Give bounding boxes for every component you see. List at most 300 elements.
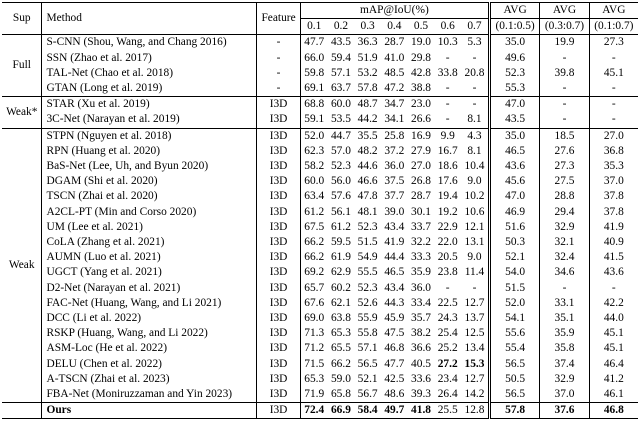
ours-row [2, 403, 638, 419]
map-value: 49.7 [381, 403, 408, 419]
table-row [2, 205, 638, 220]
avg-value: 28.8 [540, 189, 589, 204]
avg-header-2: AVG [540, 3, 589, 19]
method-name: FAC-Net (Huang, Wang, and Li 2021) [42, 296, 257, 311]
map-value: 52.3 [330, 160, 351, 173]
avg-value: - [589, 97, 638, 113]
avg-value: 46.8 [589, 403, 638, 419]
avg-header-3: AVG [589, 3, 638, 19]
avg-value: 41.9 [589, 220, 638, 235]
supervision-label: Weak* [2, 97, 42, 128]
iou-threshold: 0.2 [328, 19, 355, 35]
avg-value: 35.0 [489, 128, 539, 144]
map-value: 55.9 [357, 312, 378, 325]
method-name: RPN (Huang et al. 2020) [42, 144, 257, 159]
map-value: 42.8 [411, 66, 431, 79]
avg-value: 32.9 [540, 372, 589, 387]
map-value: 61.2 [304, 205, 325, 218]
map-value: 20.5 [437, 251, 458, 264]
map-value: 25.4 [437, 327, 458, 340]
avg-value: 43.6 [489, 159, 539, 174]
map-value: - [445, 51, 450, 64]
map-value: 51.5 [357, 236, 378, 249]
map-value: - [472, 82, 477, 95]
avg-value: 44.0 [589, 311, 638, 326]
avg-value: - [540, 81, 589, 97]
map-value: 59.5 [330, 236, 351, 249]
map-value: 46.6 [357, 175, 378, 188]
avg-value: 37.4 [540, 357, 589, 372]
map-value: - [472, 51, 477, 64]
map-value: 65.5 [330, 342, 351, 355]
map-value: - [461, 97, 489, 113]
map-value: 27.2 [437, 357, 458, 370]
map-value: 23.4 [437, 372, 458, 385]
method-name: ASM-Loc (He et al. 2022) [42, 341, 257, 356]
iou-threshold: 0.5 [408, 19, 435, 35]
map-value: 13.7 [464, 312, 485, 325]
avg-value: 32.4 [540, 250, 589, 265]
avg-value: 45.1 [589, 66, 638, 81]
method-name: BaS-Net (Lee, Uh, and Byun 2020) [42, 159, 257, 174]
method-name: D2-Net (Narayan et al. 2021) [42, 281, 257, 296]
sup-header: Sup [2, 3, 42, 35]
map-value: 65.3 [304, 372, 325, 385]
map-value: 56.7 [357, 388, 378, 401]
map-value: 26.4 [437, 388, 458, 401]
map-value: 52.3 [357, 281, 378, 294]
avg-value: 56.5 [489, 387, 539, 403]
avg-value: - [540, 97, 589, 113]
map-value: 71.3 [304, 327, 325, 340]
avg-value: 46.1 [589, 387, 638, 403]
map-value: 44.6 [357, 160, 378, 173]
map-value: 8.1 [467, 113, 482, 126]
map-value: 28.7 [381, 35, 408, 51]
map-value: 42.5 [384, 372, 405, 385]
feature-cell: I3D [257, 174, 301, 189]
feature-cell: I3D [257, 144, 301, 159]
map-value: 66.0 [304, 51, 325, 64]
method-name: AUMN (Luo et al. 2021) [42, 250, 257, 265]
map-value: 34.7 [381, 97, 408, 113]
map-value: 29.8 [411, 51, 431, 64]
feature-cell: - [257, 81, 301, 97]
map-value: 12.5 [464, 327, 485, 340]
map-value: 10.3 [434, 35, 461, 51]
avg-value: 49.6 [489, 51, 539, 66]
map-value: 66.2 [304, 251, 325, 264]
table-row [2, 112, 638, 128]
avg-value: 35.0 [489, 35, 539, 51]
method-name: Ours [42, 403, 257, 419]
map-value: 27.0 [411, 160, 431, 173]
supervision-label: Full [2, 35, 42, 97]
supervision-label: Weak [2, 128, 42, 403]
avg-value: 56.5 [489, 357, 539, 372]
avg-value: 54.0 [489, 265, 539, 280]
feature-cell: I3D [257, 189, 301, 204]
map-value: 48.5 [384, 66, 405, 79]
avg-value: 43.5 [489, 112, 539, 128]
map-value: 63.7 [330, 82, 351, 95]
table-row [2, 372, 638, 387]
avg-value: 52.1 [489, 250, 539, 265]
map-value: 60.2 [330, 281, 351, 294]
map-value: 41.8 [408, 403, 435, 419]
results-body [2, 35, 638, 419]
map-value: 69.1 [304, 82, 325, 95]
feature-cell: I3D [257, 97, 301, 113]
avg-value: 37.8 [589, 205, 638, 220]
map-value: 47.7 [384, 357, 405, 370]
map-value: 65.7 [304, 281, 325, 294]
table-row [2, 81, 638, 97]
avg-value: 35.8 [540, 341, 589, 356]
map-value: 57.1 [330, 66, 351, 79]
avg-value: 40.9 [589, 235, 638, 250]
map-value: 26.6 [411, 113, 431, 126]
map-value: 44.7 [328, 128, 355, 144]
map-value: 10.2 [464, 190, 485, 203]
map-value: 61.9 [330, 251, 351, 264]
table-row [2, 97, 638, 113]
map-value: 71.5 [304, 357, 325, 370]
avg-range-1: (0.1:0.5) [489, 19, 539, 35]
map-value: 35.7 [411, 312, 431, 325]
map-value: 30.1 [411, 205, 431, 218]
map-value: 66.2 [330, 357, 351, 370]
map-value: 71.9 [304, 388, 325, 401]
map-value: 5.3 [461, 35, 489, 51]
map-value: 57.1 [357, 342, 378, 355]
map-value: 26.8 [411, 175, 431, 188]
map-value: 10.4 [464, 160, 485, 173]
map-value: 43.4 [384, 220, 405, 233]
map-value: 9.0 [467, 175, 482, 188]
map-value: 36.6 [411, 342, 431, 355]
map-value: 27.9 [411, 144, 431, 157]
map-value: 59.1 [304, 113, 325, 126]
table-row [2, 265, 638, 280]
method-header: Method [42, 3, 257, 35]
map-value: 58.4 [354, 403, 381, 419]
supervision-empty [2, 403, 42, 419]
map-value: 12.8 [461, 403, 489, 419]
map-value: 28.7 [411, 190, 431, 203]
map-value: 18.6 [437, 160, 458, 173]
avg-value: 43.6 [589, 265, 638, 280]
avg-value: 27.5 [540, 174, 589, 189]
map-value: 63.8 [330, 312, 351, 325]
map-value: 25.5 [434, 403, 461, 419]
avg-value: 47.0 [489, 189, 539, 204]
avg-value: 51.6 [489, 220, 539, 235]
map-value: 22.9 [437, 220, 458, 233]
map-value: 67.6 [304, 296, 325, 309]
map-value: 55.5 [357, 266, 378, 279]
map-value: 36.0 [411, 281, 431, 294]
avg-value: 41.5 [589, 250, 638, 265]
map-value: 22.0 [437, 236, 458, 249]
map-value: 48.7 [354, 97, 381, 113]
map-value: 39.0 [384, 205, 405, 218]
map-value: 33.7 [411, 220, 431, 233]
method-name: CoLA (Zhang et al. 2021) [42, 235, 257, 250]
map-value: 52.1 [357, 372, 378, 385]
avg-value: 35.3 [589, 159, 638, 174]
avg-value: 42.2 [589, 296, 638, 311]
map-value: 48.1 [357, 205, 378, 218]
avg-value: 37.6 [540, 403, 589, 419]
map-value: 59.0 [330, 372, 351, 385]
method-name: 3C-Net (Narayan et al. 2019) [42, 112, 257, 128]
feature-cell: I3D [257, 326, 301, 341]
map-value: 53.2 [357, 66, 378, 79]
avg-value: 45.6 [489, 174, 539, 189]
map-value: 62.9 [330, 266, 351, 279]
map-value: 19.2 [437, 205, 458, 218]
table-row [2, 311, 638, 326]
map-value: 57.0 [330, 144, 351, 157]
map-value: 41.9 [384, 236, 405, 249]
avg-value: 50.3 [489, 235, 539, 250]
method-name: RSKP (Huang, Wang, and Li 2022) [42, 326, 257, 341]
avg-value: 19.9 [540, 35, 589, 51]
map-value: 10.6 [464, 205, 485, 218]
map-value: 72.4 [300, 403, 327, 419]
map-value: 47.5 [384, 327, 405, 340]
map-value: 37.7 [384, 190, 405, 203]
map-value: 16.7 [437, 144, 458, 157]
map-value: 9.0 [467, 251, 482, 264]
avg-value: 52.3 [489, 66, 539, 81]
method-name: TSCN (Zhai et al. 2020) [42, 189, 257, 204]
feature-cell: I3D [257, 357, 301, 372]
avg-value: 57.8 [489, 403, 539, 419]
map-value: 33.4 [411, 296, 431, 309]
avg-range-3: (0.1:0.7) [589, 19, 638, 35]
map-value: 12.7 [464, 372, 485, 385]
map-value: 56.1 [330, 205, 351, 218]
map-value: 69.2 [304, 266, 325, 279]
avg-range-2: (0.3:0.7) [540, 19, 589, 35]
map-value: 46.8 [384, 342, 405, 355]
table-row [2, 35, 638, 51]
iou-threshold: 0.1 [300, 19, 327, 35]
avg-value: 36.8 [589, 144, 638, 159]
map-value: 15.3 [464, 357, 485, 370]
method-name: DGAM (Shi et al. 2020) [42, 174, 257, 189]
method-name: S-CNN (Shou, Wang, and Chang 2016) [42, 35, 257, 51]
avg-value: - [589, 112, 638, 128]
avg-value: - [540, 281, 589, 296]
map-value: 60.0 [304, 175, 325, 188]
feature-cell: I3D [257, 220, 301, 235]
avg-value: 41.2 [589, 372, 638, 387]
iou-threshold: 0.4 [381, 19, 408, 35]
avg-value: 46.5 [489, 144, 539, 159]
table-row [2, 250, 638, 265]
avg-value: 18.5 [540, 128, 589, 144]
map-value: 44.2 [357, 113, 378, 126]
map-value: 46.5 [384, 266, 405, 279]
table-row [2, 357, 638, 372]
map-value: 41.0 [384, 51, 405, 64]
avg-value: 27.3 [540, 159, 589, 174]
table-row [2, 341, 638, 356]
method-name: FBA-Net (Moniruzzaman and Yin 2023) [42, 387, 257, 403]
avg-value: 37.8 [589, 189, 638, 204]
map-value: 47.8 [357, 190, 378, 203]
map-value: 35.5 [354, 128, 381, 144]
map-value: 38.2 [411, 327, 431, 340]
avg-value: - [540, 51, 589, 66]
avg-header-1: AVG [489, 3, 539, 19]
method-name: STAR (Xu et al. 2019) [42, 97, 257, 113]
map-value: 59.4 [330, 51, 351, 64]
table-row [2, 281, 638, 296]
avg-value: 27.6 [540, 144, 589, 159]
map-value: 63.4 [304, 190, 325, 203]
map-value: - [445, 113, 450, 126]
map-value: 54.9 [357, 251, 378, 264]
map-value: 35.9 [411, 266, 431, 279]
avg-value: 35.1 [540, 311, 589, 326]
method-name: DCC (Li et al. 2022) [42, 311, 257, 326]
method-name: UM (Lee et al. 2021) [42, 220, 257, 235]
map-value: 55.8 [357, 327, 378, 340]
map-value: 65.8 [330, 388, 351, 401]
map-value: 47.2 [384, 82, 405, 95]
avg-value: 46.4 [589, 357, 638, 372]
avg-value: - [589, 81, 638, 97]
avg-value: - [589, 51, 638, 66]
map-value: 56.5 [357, 357, 378, 370]
avg-value: 46.9 [489, 205, 539, 220]
map-value: 53.5 [330, 113, 351, 126]
iou-threshold: 0.3 [354, 19, 381, 35]
map-value: 65.3 [330, 327, 351, 340]
map-value: 69.0 [304, 312, 325, 325]
table-row [2, 159, 638, 174]
avg-value: 35.9 [540, 326, 589, 341]
method-name: GTAN (Long et al. 2019) [42, 81, 257, 97]
map-value: 38.8 [411, 82, 431, 95]
map-value: 33.8 [437, 66, 458, 79]
feature-cell: I3D [257, 281, 301, 296]
table-row [2, 51, 638, 66]
map-value: 68.8 [300, 97, 327, 113]
map-value: 9.9 [434, 128, 461, 144]
map-value: 22.5 [437, 296, 458, 309]
map-value: 62.1 [330, 296, 351, 309]
map-value: 17.6 [437, 175, 458, 188]
avg-value: 50.5 [489, 372, 539, 387]
map-value: 4.3 [461, 128, 489, 144]
map-value: 61.2 [330, 220, 351, 233]
map-value: - [445, 281, 450, 294]
feature-cell: I3D [257, 265, 301, 280]
avg-value: 54.1 [489, 311, 539, 326]
iou-threshold: 0.6 [434, 19, 461, 35]
avg-value: 52.0 [489, 296, 539, 311]
map-value: 60.0 [328, 97, 355, 113]
feature-cell: I3D [257, 387, 301, 403]
method-name: UGCT (Yang et al. 2021) [42, 265, 257, 280]
results-table [2, 2, 638, 419]
map-value: - [445, 82, 450, 95]
table-row [2, 220, 638, 235]
feature-cell: I3D [257, 112, 301, 128]
feature-cell: I3D [257, 403, 301, 419]
map-value: 44.4 [384, 251, 405, 264]
map-value: 20.8 [464, 66, 485, 79]
feature-cell: I3D [257, 311, 301, 326]
avg-value: 37.0 [540, 387, 589, 403]
map-value: - [472, 281, 477, 294]
map-value: 19.0 [408, 35, 435, 51]
map-value: 33.6 [411, 372, 431, 385]
map-group-header: mAP@IoU(%) [300, 3, 489, 19]
feature-cell: I3D [257, 205, 301, 220]
map-value: 59.8 [304, 66, 325, 79]
table-row [2, 144, 638, 159]
map-value: 16.9 [408, 128, 435, 144]
map-value: 52.3 [357, 220, 378, 233]
method-name: TAL-Net (Chao et al. 2018) [42, 66, 257, 81]
map-value: 12.7 [464, 296, 485, 309]
table-row [2, 189, 638, 204]
map-value: - [434, 97, 461, 113]
method-name: DELU (Chen et al. 2022) [42, 357, 257, 372]
map-value: 23.8 [437, 266, 458, 279]
map-value: 44.3 [384, 296, 405, 309]
table-row [2, 174, 638, 189]
map-value: 71.2 [304, 342, 325, 355]
avg-value: 55.6 [489, 326, 539, 341]
avg-value: 47.0 [489, 97, 539, 113]
table-row [2, 235, 638, 250]
header-row-1 [2, 3, 638, 19]
map-value: 48.2 [357, 144, 378, 157]
map-value: 62.3 [304, 144, 325, 157]
avg-value: 37.0 [589, 174, 638, 189]
table-row [2, 387, 638, 403]
map-value: 36.0 [384, 160, 405, 173]
method-name: A2CL-PT (Min and Corso 2020) [42, 205, 257, 220]
map-value: 13.4 [464, 342, 485, 355]
feature-header: Feature [257, 3, 301, 35]
map-value: 40.5 [411, 357, 431, 370]
map-value: 45.9 [384, 312, 405, 325]
map-value: 32.2 [411, 236, 431, 249]
map-value: 37.2 [384, 144, 405, 157]
map-value: 43.4 [384, 281, 405, 294]
map-value: 19.4 [437, 190, 458, 203]
avg-value: 27.0 [589, 128, 638, 144]
map-value: 39.3 [411, 388, 431, 401]
map-value: 67.5 [304, 220, 325, 233]
map-value: 25.8 [381, 128, 408, 144]
map-value: 37.5 [384, 175, 405, 188]
map-value: 48.6 [384, 388, 405, 401]
avg-value: 32.1 [540, 235, 589, 250]
avg-value: 33.1 [540, 296, 589, 311]
avg-value: 55.3 [489, 81, 539, 97]
feature-cell: - [257, 51, 301, 66]
map-value: 66.2 [304, 236, 325, 249]
